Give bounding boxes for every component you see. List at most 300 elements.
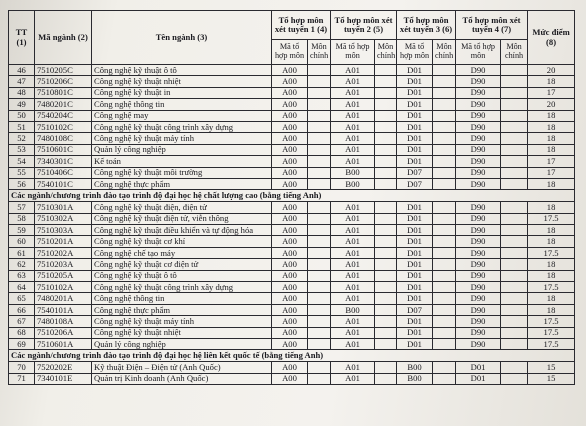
combo-1-code: A00: [272, 247, 308, 258]
combo-2-main: [375, 133, 397, 144]
program-code: 7510302A: [35, 213, 92, 224]
combo-2-code: A01: [331, 270, 375, 281]
combo-1-code: A00: [272, 110, 308, 121]
combo-4-main: [501, 316, 528, 327]
combo-2-code: A01: [331, 236, 375, 247]
row-number: 65: [9, 293, 35, 304]
subheader-mon-chinh: Môn chính: [501, 40, 528, 65]
combo-2-main: [375, 65, 397, 76]
combo-4-main: [501, 236, 528, 247]
combo-1-main: [308, 259, 331, 270]
combo-2-main: [375, 167, 397, 178]
combo-4-code: D90: [456, 76, 501, 87]
table-row: [9, 202, 575, 213]
combo-2-main: [375, 87, 397, 98]
table-row: [9, 213, 575, 224]
combo-3-code: D01: [397, 156, 433, 167]
combo-2-code: A01: [331, 247, 375, 258]
combo-4-code: D01: [456, 373, 501, 384]
program-name: Công nghệ kỹ thuật nhiệt: [92, 327, 272, 338]
combo-1-main: [308, 121, 331, 132]
table-row: [9, 338, 575, 349]
cutoff-score: 20: [528, 65, 575, 76]
combo-1-main: [308, 293, 331, 304]
combo-3-code: D01: [397, 293, 433, 304]
combo-2-main: [375, 156, 397, 167]
combo-4-code: D90: [456, 236, 501, 247]
combo-4-code: D90: [456, 121, 501, 132]
cutoff-score: 18: [528, 236, 575, 247]
combo-2-code: A01: [331, 316, 375, 327]
combo-1-main: [308, 110, 331, 121]
row-number: 63: [9, 270, 35, 281]
combo-1-main: [308, 373, 331, 384]
program-code: 7480108A: [35, 316, 92, 327]
table-row: [9, 327, 575, 338]
row-number: 46: [9, 65, 35, 76]
combo-1-main: [308, 178, 331, 189]
cutoff-score: 18: [528, 202, 575, 213]
combo-3-main: [433, 225, 456, 236]
program-code: 7540101A: [35, 304, 92, 315]
row-number: 69: [9, 338, 35, 349]
combo-1-code: A00: [272, 316, 308, 327]
row-number: 66: [9, 304, 35, 315]
program-code: 7340301C: [35, 156, 92, 167]
subheader-ma-to-hop: Mã tổ hợp môn: [272, 40, 308, 65]
section-international: [9, 350, 575, 362]
combo-4-main: [501, 304, 528, 315]
combo-4-code: D90: [456, 282, 501, 293]
combo-4-code: D90: [456, 327, 501, 338]
combo-1-main: [308, 99, 331, 110]
combo-2-main: [375, 270, 397, 281]
combo-4-code: D90: [456, 293, 501, 304]
combo-4-code: D90: [456, 270, 501, 281]
header-ma-nganh: Mã ngành (2): [35, 11, 92, 65]
combo-4-main: [501, 65, 528, 76]
combo-1-code: A00: [272, 270, 308, 281]
combo-2-code: A01: [331, 110, 375, 121]
combo-2-code: B00: [331, 178, 375, 189]
combo-2-main: [375, 213, 397, 224]
combo-3-main: [433, 65, 456, 76]
header-to-hop-2: Tổ hợp môn xét tuyển 2 (5): [331, 11, 397, 40]
combo-4-main: [501, 362, 528, 373]
combo-3-main: [433, 247, 456, 258]
combo-4-code: D90: [456, 87, 501, 98]
combo-4-code: D90: [456, 110, 501, 121]
table-row: [9, 225, 575, 236]
combo-1-main: [308, 316, 331, 327]
combo-2-main: [375, 76, 397, 87]
program-code: 7510601C: [35, 144, 92, 155]
cutoff-score: 18: [528, 110, 575, 121]
table-row: [9, 110, 575, 121]
combo-3-main: [433, 373, 456, 384]
program-code: 7510201A: [35, 236, 92, 247]
combo-2-main: [375, 259, 397, 270]
table-row: [9, 167, 575, 178]
combo-2-main: [375, 144, 397, 155]
program-code: 7510206A: [35, 327, 92, 338]
combo-2-main: [375, 99, 397, 110]
combo-4-main: [501, 282, 528, 293]
program-name: Công nghệ kỹ thuật công trình xây dựng: [92, 121, 272, 132]
header-muc-diem: Mức điểm (8): [528, 11, 575, 65]
combo-3-main: [433, 304, 456, 315]
combo-3-code: D01: [397, 213, 433, 224]
row-number: 60: [9, 236, 35, 247]
combo-4-code: D90: [456, 338, 501, 349]
combo-1-main: [308, 304, 331, 315]
combo-2-main: [375, 282, 397, 293]
cutoff-score: 17: [528, 87, 575, 98]
program-code: 7520202E: [35, 362, 92, 373]
combo-3-code: B00: [397, 373, 433, 384]
combo-2-main: [375, 304, 397, 315]
cutoff-score: 18: [528, 225, 575, 236]
program-name: Quản lý công nghiệp: [92, 144, 272, 155]
combo-4-main: [501, 247, 528, 258]
combo-4-main: [501, 178, 528, 189]
program-name: Công nghệ kỹ thuật điện, điện tử: [92, 202, 272, 213]
combo-2-code: B00: [331, 304, 375, 315]
program-code: 7480108C: [35, 133, 92, 144]
program-code: 7510303A: [35, 225, 92, 236]
combo-4-code: D90: [456, 167, 501, 178]
program-code: 7480201C: [35, 99, 92, 110]
combo-3-main: [433, 202, 456, 213]
combo-3-main: [433, 236, 456, 247]
combo-3-code: D01: [397, 110, 433, 121]
cutoff-score: 18: [528, 259, 575, 270]
subheader-mon-chinh: Môn chính: [308, 40, 331, 65]
combo-4-main: [501, 259, 528, 270]
row-number: 49: [9, 99, 35, 110]
table-row: [9, 99, 575, 110]
combo-1-main: [308, 87, 331, 98]
row-number: 61: [9, 247, 35, 258]
program-name: Công nghệ kỹ thuật điều khiển và tự động hóa: [92, 225, 272, 236]
combo-2-main: [375, 362, 397, 373]
combo-4-code: D90: [456, 156, 501, 167]
program-name: Công nghệ chế tạo máy: [92, 247, 272, 258]
combo-1-main: [308, 327, 331, 338]
combo-3-code: D01: [397, 202, 433, 213]
combo-3-main: [433, 76, 456, 87]
row-number: 51: [9, 121, 35, 132]
program-name: Quản trị Kinh doanh (Anh Quốc): [92, 373, 272, 384]
combo-4-main: [501, 293, 528, 304]
program-name: Công nghệ kỹ thuật máy tính: [92, 133, 272, 144]
combo-1-code: A00: [272, 87, 308, 98]
combo-4-main: [501, 202, 528, 213]
combo-3-main: [433, 167, 456, 178]
program-name: Công nghệ kỹ thuật điện tử, viễn thông: [92, 213, 272, 224]
table-row: [9, 178, 575, 189]
combo-3-main: [433, 270, 456, 281]
cutoff-score: 18: [528, 121, 575, 132]
admission-score-table: [8, 10, 575, 385]
table-row: [9, 133, 575, 144]
table-header: [9, 11, 575, 65]
combo-1-main: [308, 202, 331, 213]
section-high-quality: [9, 190, 575, 202]
combo-3-code: D01: [397, 316, 433, 327]
row-number: 50: [9, 110, 35, 121]
combo-4-code: D90: [456, 304, 501, 315]
combo-4-main: [501, 87, 528, 98]
combo-3-main: [433, 133, 456, 144]
combo-4-main: [501, 167, 528, 178]
combo-3-main: [433, 156, 456, 167]
table-row: [9, 270, 575, 281]
row-number: 58: [9, 213, 35, 224]
program-code: 7510102A: [35, 282, 92, 293]
combo-1-main: [308, 156, 331, 167]
program-code: 7510206C: [35, 76, 92, 87]
combo-3-code: D01: [397, 247, 433, 258]
combo-2-code: A01: [331, 156, 375, 167]
program-name: Kỹ thuật Điện – Điện tử (Anh Quốc): [92, 362, 272, 373]
combo-2-main: [375, 338, 397, 349]
table-row: [9, 76, 575, 87]
cutoff-score: 17.5: [528, 316, 575, 327]
table-row: [9, 282, 575, 293]
combo-1-code: A00: [272, 259, 308, 270]
program-name: Công nghệ kỹ thuật công trình xây dựng: [92, 282, 272, 293]
program-name: Công nghệ kỹ thuật in: [92, 87, 272, 98]
program-name: Công nghệ thông tin: [92, 99, 272, 110]
combo-4-main: [501, 373, 528, 384]
program-code: 7510301A: [35, 202, 92, 213]
combo-1-main: [308, 167, 331, 178]
combo-4-main: [501, 270, 528, 281]
combo-4-main: [501, 121, 528, 132]
row-number: 55: [9, 167, 35, 178]
row-number: 64: [9, 282, 35, 293]
combo-2-code: A01: [331, 373, 375, 384]
subheader-ma-to-hop: Mã tổ hợp môn: [331, 40, 375, 65]
combo-3-main: [433, 327, 456, 338]
cutoff-score: 18: [528, 76, 575, 87]
combo-2-code: A01: [331, 76, 375, 87]
program-name: Công nghệ kỹ thuật cơ khí: [92, 236, 272, 247]
program-name: Công nghệ may: [92, 110, 272, 121]
table-row: [9, 144, 575, 155]
combo-1-code: A00: [272, 167, 308, 178]
combo-1-main: [308, 76, 331, 87]
combo-1-main: [308, 225, 331, 236]
combo-4-main: [501, 76, 528, 87]
cutoff-score: 18: [528, 293, 575, 304]
combo-2-code: A01: [331, 213, 375, 224]
combo-4-code: D90: [456, 65, 501, 76]
combo-3-code: D07: [397, 178, 433, 189]
program-name: Công nghệ kỹ thuật ô tô: [92, 65, 272, 76]
combo-2-code: A01: [331, 259, 375, 270]
combo-1-code: A00: [272, 327, 308, 338]
combo-2-main: [375, 202, 397, 213]
combo-1-code: A00: [272, 362, 308, 373]
table-row: [9, 316, 575, 327]
combo-3-main: [433, 178, 456, 189]
row-number: 56: [9, 178, 35, 189]
combo-2-code: A01: [331, 144, 375, 155]
combo-3-code: D07: [397, 304, 433, 315]
program-name: Công nghệ kỹ thuật ô tô: [92, 270, 272, 281]
cutoff-score: 18: [528, 133, 575, 144]
combo-1-main: [308, 213, 331, 224]
combo-3-main: [433, 213, 456, 224]
combo-1-main: [308, 133, 331, 144]
combo-2-main: [375, 110, 397, 121]
combo-2-main: [375, 327, 397, 338]
combo-3-main: [433, 316, 456, 327]
table-body-international: [9, 362, 575, 385]
table-row: [9, 87, 575, 98]
combo-1-code: A00: [272, 144, 308, 155]
table-row: [9, 247, 575, 258]
combo-2-code: A01: [331, 65, 375, 76]
combo-4-code: D90: [456, 213, 501, 224]
row-number: 54: [9, 156, 35, 167]
combo-3-main: [433, 144, 456, 155]
combo-3-code: D01: [397, 225, 433, 236]
combo-3-code: D07: [397, 167, 433, 178]
combo-1-code: A00: [272, 121, 308, 132]
row-number: 67: [9, 316, 35, 327]
row-number: 68: [9, 327, 35, 338]
program-name: Công nghệ kỹ thuật nhiệt: [92, 76, 272, 87]
program-code: 7510205A: [35, 270, 92, 281]
program-code: 7510205C: [35, 65, 92, 76]
cutoff-score: 17.5: [528, 338, 575, 349]
combo-2-code: A01: [331, 87, 375, 98]
combo-3-code: D01: [397, 236, 433, 247]
combo-3-code: D01: [397, 87, 433, 98]
combo-1-main: [308, 247, 331, 258]
program-code: 7540204C: [35, 110, 92, 121]
header-ten-nganh: Tên ngành (3): [92, 11, 272, 65]
header-tt: TT (1): [9, 11, 35, 65]
combo-3-code: D01: [397, 270, 433, 281]
combo-2-main: [375, 236, 397, 247]
combo-4-main: [501, 133, 528, 144]
combo-1-code: A00: [272, 282, 308, 293]
combo-1-main: [308, 338, 331, 349]
combo-2-main: [375, 178, 397, 189]
program-name: Quản lý công nghiệp: [92, 338, 272, 349]
combo-1-code: A00: [272, 156, 308, 167]
row-number: 62: [9, 259, 35, 270]
program-code: 7510102C: [35, 121, 92, 132]
combo-1-code: A00: [272, 225, 308, 236]
combo-3-main: [433, 110, 456, 121]
combo-4-code: D90: [456, 133, 501, 144]
table-row: [9, 236, 575, 247]
combo-3-code: D01: [397, 76, 433, 87]
combo-4-main: [501, 99, 528, 110]
program-code: 7510203A: [35, 259, 92, 270]
combo-3-code: D01: [397, 99, 433, 110]
program-name: Công nghệ thực phẩm: [92, 304, 272, 315]
subheader-ma-to-hop: Mã tổ hợp môn: [456, 40, 501, 65]
cutoff-score: 17: [528, 156, 575, 167]
combo-1-code: A00: [272, 65, 308, 76]
combo-3-main: [433, 259, 456, 270]
program-name: Công nghệ kỹ thuật môi trường: [92, 167, 272, 178]
combo-4-code: D01: [456, 362, 501, 373]
cutoff-score: 18: [528, 144, 575, 155]
table-row: [9, 362, 575, 373]
combo-4-main: [501, 327, 528, 338]
header-to-hop-1: Tổ hợp môn xét tuyển 1 (4): [272, 11, 331, 40]
cutoff-score: 17.5: [528, 247, 575, 258]
combo-1-code: A00: [272, 304, 308, 315]
combo-1-main: [308, 282, 331, 293]
combo-1-main: [308, 362, 331, 373]
combo-2-code: A01: [331, 99, 375, 110]
program-name: Kế toán: [92, 156, 272, 167]
row-number: 53: [9, 144, 35, 155]
combo-3-main: [433, 362, 456, 373]
combo-4-code: D90: [456, 259, 501, 270]
row-number: 57: [9, 202, 35, 213]
combo-2-code: A01: [331, 282, 375, 293]
cutoff-score: 20: [528, 99, 575, 110]
combo-4-code: D90: [456, 178, 501, 189]
cutoff-score: 18: [528, 178, 575, 189]
row-number: 47: [9, 76, 35, 87]
combo-3-code: D01: [397, 144, 433, 155]
combo-2-code: A01: [331, 202, 375, 213]
combo-2-main: [375, 225, 397, 236]
combo-1-code: A00: [272, 338, 308, 349]
combo-1-code: A00: [272, 293, 308, 304]
combo-4-main: [501, 225, 528, 236]
combo-3-main: [433, 338, 456, 349]
combo-2-code: A01: [331, 225, 375, 236]
table-row: [9, 65, 575, 76]
program-name: Công nghệ thông tin: [92, 293, 272, 304]
combo-1-main: [308, 65, 331, 76]
table-row: [9, 304, 575, 315]
combo-3-code: D01: [397, 338, 433, 349]
combo-4-code: D90: [456, 202, 501, 213]
cutoff-score: 17.5: [528, 282, 575, 293]
combo-1-code: A00: [272, 373, 308, 384]
combo-2-main: [375, 293, 397, 304]
table-row: [9, 121, 575, 132]
combo-3-main: [433, 121, 456, 132]
program-code: 7540101C: [35, 178, 92, 189]
combo-4-code: D90: [456, 99, 501, 110]
table-row: [9, 293, 575, 304]
combo-4-code: D90: [456, 247, 501, 258]
table-row: [9, 259, 575, 270]
combo-4-code: D90: [456, 144, 501, 155]
combo-3-code: D01: [397, 121, 433, 132]
section-heading: Các ngành/chương trình đào tạo trình độ đại học hệ liên kết quốc tế (bằng tiếng Anh): [9, 350, 575, 362]
combo-1-main: [308, 270, 331, 281]
combo-1-code: A00: [272, 133, 308, 144]
combo-2-code: A01: [331, 327, 375, 338]
combo-4-main: [501, 338, 528, 349]
combo-2-code: A01: [331, 121, 375, 132]
combo-2-main: [375, 316, 397, 327]
